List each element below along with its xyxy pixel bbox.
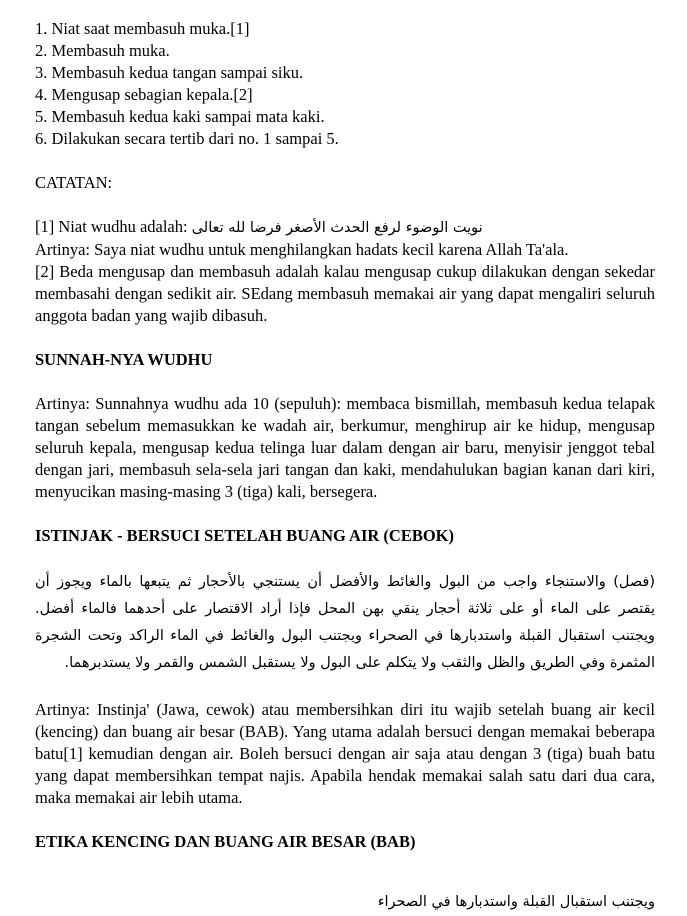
wudhu-steps-list (35, 18, 655, 150)
step-item-5: 5. Membasuh kedua kaki sampai mata kaki. (35, 107, 325, 126)
istinjak-paragraph: Artinya: Instinja' (Jawa, cewok) atau membersihkan diri itu wajib setelah buang air kecil (kencing) dan buang air besar (BAB). Yang utama adalah bersuci dengan memakai beberapa batu[1] kemudian dengan air. Boleh bersuci dengan air saja atau dengan 3 (tiga) buah batu yang dapat membersihkan tempat najis. Apabila hendak memakai salah satu dari dua cara, maka memakai air lebih utama. (35, 700, 655, 807)
step-item-1: 1. Niat saat membasuh muka.[1] (35, 19, 250, 38)
step-item-3: 3. Membasuh kedua tangan sampai siku. (35, 63, 304, 82)
note-1-arabic-text: نويت الوضوء لرفع الحدث الأصغر فرضا لله تعالى (191, 220, 483, 236)
sunnah-heading: SUNNAH-NYA WUDHU (35, 350, 213, 369)
notes-block (35, 216, 655, 327)
step-item-2: 2. Membasuh muka. (35, 41, 170, 60)
note-1-meaning: Artinya: Saya niat wudhu untuk menghilangkan hadats kecil karena Allah Ta'ala. (35, 240, 569, 259)
etika-arabic-partial-line: ويجتنب استقبال القبلة واستدبارها في الصحراء (377, 894, 655, 910)
catatan-heading: CATATAN: (35, 173, 113, 192)
step-item-6: 6. Dilakukan secara tertib dari no. 1 sampai 5. (35, 129, 339, 148)
istinjak-heading: ISTINJAK - BERSUCI SETELAH BUANG AIR (CEBOK) (35, 526, 455, 545)
istinjak-arabic-passage: (فصل) والاستنجاء واجب من البول والغائط والأفضل أن يستنجي بالأحجار ثم يتبعها بالماء ويجوز أن يقتصر على الماء أو على ثلاثة أحجار ينقي بهن المحل فإذا أراد الاقتصار على أحدهما فالماء أفضل. ويجتنب استقبال القبلة واستدبارها في الصحراء ويجتنب البول والغائط في الماء الراكد وتحت الشجرة المثمرة وفي الطريق والظل والثقب ولا يتكلم على البول ولا يستقبل الشمس والقمر ولا يستدبرهما. (35, 574, 655, 671)
note-1-line (35, 216, 655, 239)
sunnah-paragraph: Artinya: Sunnahnya wudhu ada 10 (sepuluh): membaca bismillah, membasuh kedua telapak tangan sebelum memasukkan ke wadah air, berkumur, menghirup air ke hidup, mengusap seluruh kepala, mengusap kedua telinga luar dalam dengan air baru, menyisir jenggot tebal dengan jari, membasuh sela-sela jari tangan dan kaki, mendahulukan bagian kanan dari kiri, menyucikan masing-masing 3 (tiga) kali, bersegera. (35, 394, 655, 501)
etika-heading: ETIKA KENCING DAN BUANG AIR BESAR (BAB) (35, 832, 416, 851)
note-2-text: [2] Beda mengusap dan membasuh adalah kalau mengusap cukup dilakukan dengan sekedar membasahi dengan sedikit air. SEdang membasuh memakai air yang dapat mengaliri seluruh anggota badan yang wajib dibasuh. (35, 262, 655, 325)
step-item-4: 4. Mengusap sebagian kepala.[2] (35, 85, 253, 104)
note-1-label: [1] Niat wudhu adalah: (35, 217, 192, 236)
